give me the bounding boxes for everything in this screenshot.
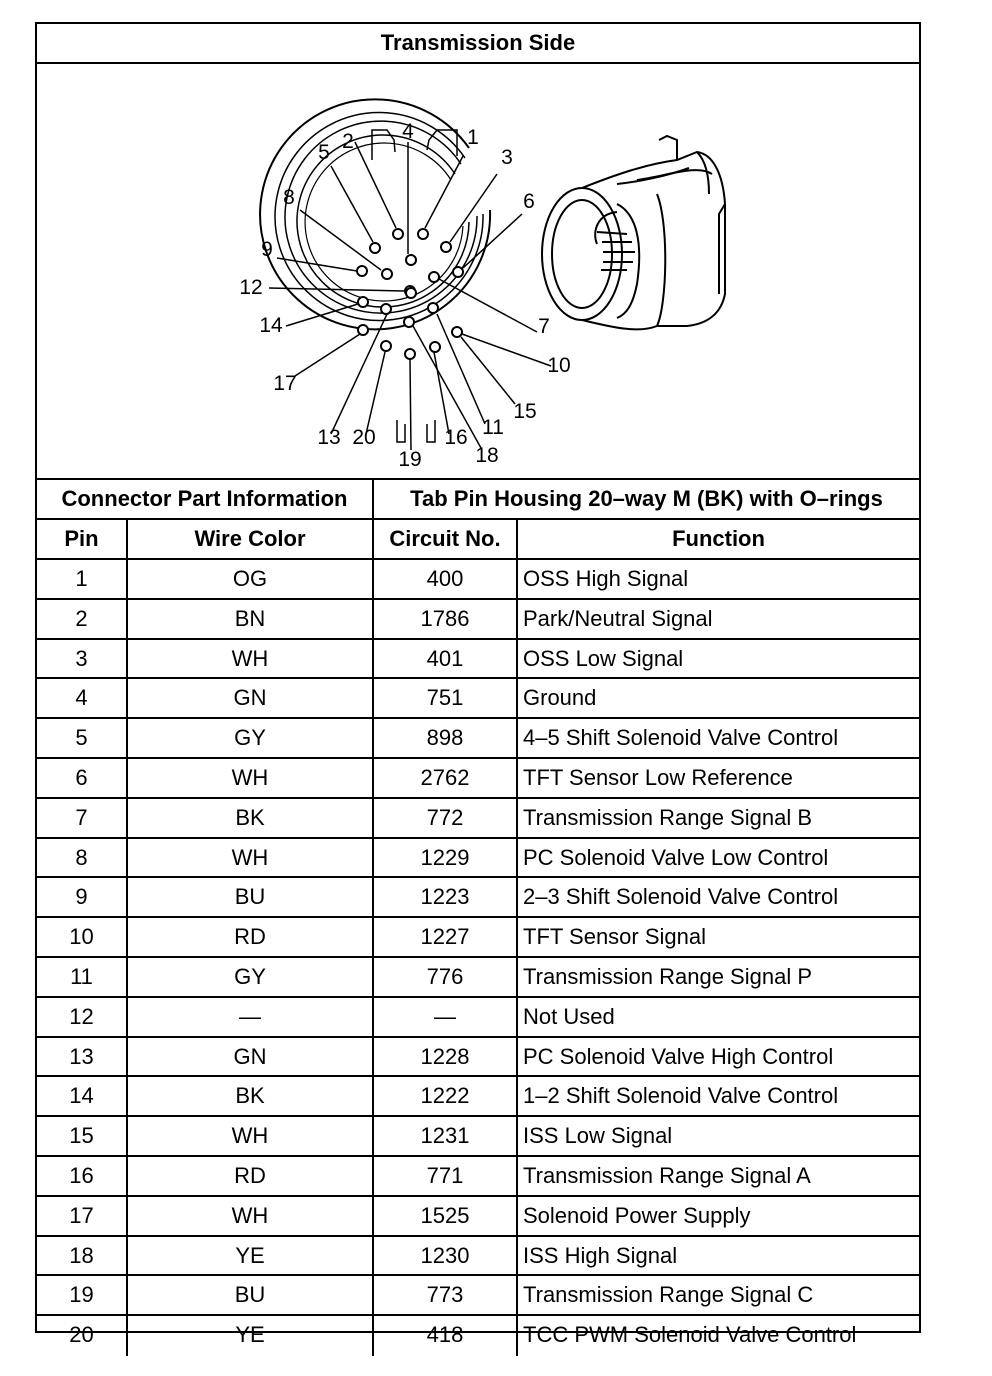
pin-label-14: 14 [259, 314, 283, 337]
pin-cell: 15 [37, 1117, 128, 1155]
pinout-sheet [35, 22, 921, 1348]
pin-label-5: 5 [318, 141, 330, 164]
function-cell: 2–3 Shift Solenoid Valve Control [523, 884, 839, 910]
pin-cell: 10 [37, 918, 128, 956]
function-cell: ISS High Signal [523, 1242, 678, 1268]
wire-color-cell: WH [128, 839, 374, 877]
function-cell: TCC PWM Solenoid Valve Control [523, 1322, 857, 1348]
table-row [37, 878, 919, 918]
header-wire-color: Wire Color [128, 520, 374, 558]
pin-cell: 1 [37, 560, 128, 598]
table-row [37, 1276, 919, 1316]
table-row [37, 1237, 919, 1277]
pin-holes [357, 229, 463, 359]
pin-label-19: 19 [398, 448, 422, 471]
function-cell: Transmission Range Signal B [523, 804, 812, 830]
table-row [37, 998, 919, 1038]
table-row [37, 1197, 919, 1237]
table-header-row [37, 520, 919, 560]
table-row [37, 1117, 919, 1157]
wire-color-cell: WH [128, 1197, 374, 1235]
circuit-no-cell: 1223 [374, 878, 518, 916]
pin-label-2: 2 [342, 130, 354, 153]
function-cell: TFT Sensor Signal [523, 924, 707, 950]
function-cell: Transmission Range Signal P [523, 964, 812, 989]
pin-cell: 13 [37, 1038, 128, 1076]
circuit-no-cell: 776 [374, 958, 518, 996]
pin-label-3: 3 [501, 146, 513, 169]
pin-cell: 18 [37, 1237, 128, 1275]
pin-cell: 7 [37, 799, 128, 837]
wire-color-cell: GY [128, 719, 374, 757]
circuit-no-cell: 1222 [374, 1077, 518, 1115]
table-row [37, 799, 919, 839]
table-row [37, 759, 919, 799]
table-row [37, 1157, 919, 1197]
page-title: Transmission Side [37, 24, 919, 64]
connector-info-label: Connector Part Information [37, 480, 374, 518]
function-cell: Not Used [523, 1003, 615, 1029]
function-cell: PC Solenoid Valve High Control [523, 1043, 834, 1069]
header-pin: Pin [37, 520, 128, 558]
function-cell: 1–2 Shift Solenoid Valve Control [523, 1083, 839, 1109]
function-cell: Solenoid Power Supply [523, 1202, 751, 1228]
pin-cell: 16 [37, 1157, 128, 1195]
pin-cell: 5 [37, 719, 128, 757]
wire-color-cell: GN [128, 1038, 374, 1076]
pin-cell: 14 [37, 1077, 128, 1115]
circuit-no-cell: — [374, 998, 518, 1036]
table-row [37, 719, 919, 759]
pin-number-labels [239, 120, 570, 471]
pin-label-4: 4 [402, 120, 414, 143]
wire-color-cell: RD [128, 1157, 374, 1195]
wire-color-cell: WH [128, 1117, 374, 1155]
wire-color-cell: RD [128, 918, 374, 956]
pin-cell: 19 [37, 1276, 128, 1314]
circuit-no-cell: 400 [374, 560, 518, 598]
circuit-no-cell: 898 [374, 719, 518, 757]
table-row [37, 640, 919, 680]
circuit-no-cell: 772 [374, 799, 518, 837]
wire-color-cell: BU [128, 878, 374, 916]
pin-label-9: 9 [261, 238, 273, 261]
pin-label-11: 11 [482, 416, 504, 439]
table-row [37, 918, 919, 958]
connector-info-value: Tab Pin Housing 20–way M (BK) with O–rings [410, 486, 883, 511]
pin-label-7: 7 [538, 315, 550, 338]
connector-face-drawing [37, 64, 919, 478]
pin-label-15: 15 [513, 400, 537, 423]
circuit-no-cell: 751 [374, 679, 518, 717]
circuit-no-cell: 1229 [374, 839, 518, 877]
header-function: Function [672, 526, 765, 551]
wire-color-cell: OG [128, 560, 374, 598]
pin-label-17: 17 [273, 372, 297, 395]
wire-color-cell: YE [128, 1237, 374, 1275]
circuit-no-cell: 1230 [374, 1237, 518, 1275]
pin-label-18: 18 [475, 444, 499, 467]
pin-cell: 3 [37, 640, 128, 678]
table-row [37, 958, 919, 998]
wire-color-cell: GY [128, 958, 374, 996]
connector-diagram [37, 64, 919, 480]
pin-label-6: 6 [523, 190, 535, 213]
pin-label-13: 13 [317, 426, 341, 449]
circuit-no-cell: 1786 [374, 600, 518, 638]
function-cell: 4–5 Shift Solenoid Valve Control [523, 725, 839, 751]
table-row [37, 839, 919, 879]
function-cell: Transmission Range Signal A [523, 1163, 811, 1188]
function-cell: OSS High Signal [523, 566, 689, 591]
header-circuit-no: Circuit No. [374, 520, 518, 558]
function-cell: Park/Neutral Signal [523, 605, 713, 631]
pin-label-20: 20 [352, 426, 376, 449]
function-cell: ISS Low Signal [523, 1123, 673, 1149]
circuit-no-cell: 773 [374, 1276, 518, 1314]
circuit-no-cell: 1525 [374, 1197, 518, 1235]
pin-label-12: 12 [239, 276, 263, 299]
wire-color-cell: WH [128, 759, 374, 797]
pin-cell: 6 [37, 759, 128, 797]
wire-color-cell: BN [128, 600, 374, 638]
table-row [37, 560, 919, 600]
table-row [37, 679, 919, 719]
pin-cell: 9 [37, 878, 128, 916]
wire-color-cell: BK [128, 799, 374, 837]
pin-label-10: 10 [547, 354, 571, 377]
wire-color-cell: GN [128, 679, 374, 717]
connector-info-row [37, 480, 919, 520]
function-cell: PC Solenoid Valve Low Control [523, 844, 829, 870]
function-cell: TFT Sensor Low Reference [523, 765, 793, 790]
table-row [37, 1077, 919, 1117]
table-row [37, 600, 919, 640]
table-row [37, 1316, 919, 1356]
circuit-no-cell: 2762 [374, 759, 518, 797]
circuit-no-cell: 418 [374, 1316, 518, 1356]
table-row [37, 1038, 919, 1078]
circuit-no-cell: 401 [374, 640, 518, 678]
wire-color-cell: BK [128, 1077, 374, 1115]
pin-cell: 12 [37, 998, 128, 1036]
function-cell: OSS Low Signal [523, 645, 684, 671]
pin-cell: 20 [37, 1316, 128, 1356]
wire-color-cell: WH [128, 640, 374, 678]
wire-color-cell: YE [128, 1316, 374, 1356]
pin-cell: 4 [37, 679, 128, 717]
circuit-no-cell: 771 [374, 1157, 518, 1195]
wire-color-cell: — [128, 998, 374, 1036]
pin-label-1: 1 [467, 126, 479, 149]
pin-cell: 2 [37, 600, 128, 638]
function-cell: Transmission Range Signal C [523, 1282, 814, 1308]
pin-cell: 17 [37, 1197, 128, 1235]
circuit-no-cell: 1227 [374, 918, 518, 956]
pin-cell: 8 [37, 839, 128, 877]
pin-cell: 11 [37, 958, 128, 996]
connector-body-illustration [542, 136, 725, 329]
circuit-no-cell: 1228 [374, 1038, 518, 1076]
pin-label-16: 16 [444, 426, 468, 449]
function-cell: Ground [523, 685, 597, 711]
wire-color-cell: BU [128, 1276, 374, 1314]
pin-label-8: 8 [283, 186, 295, 209]
circuit-no-cell: 1231 [374, 1117, 518, 1155]
